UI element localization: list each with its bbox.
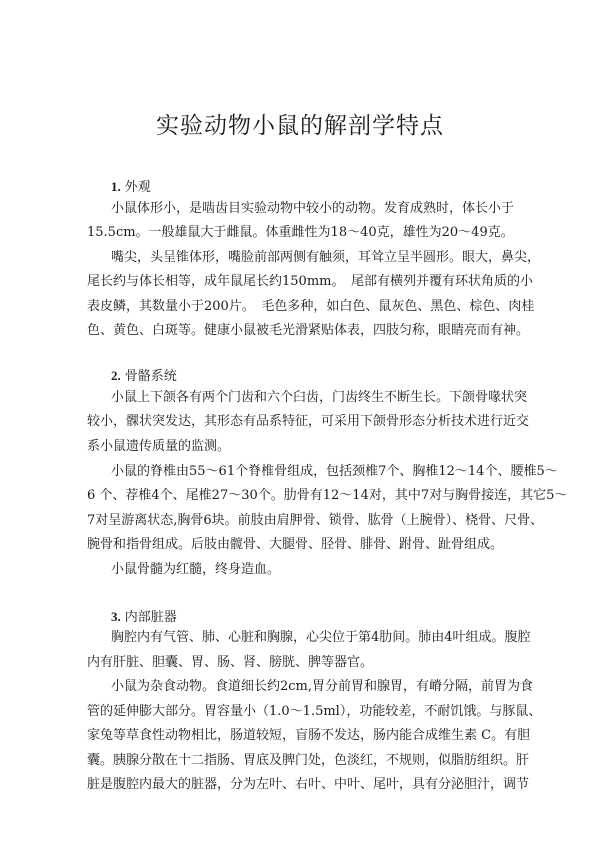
section-title: 骨骼系统 bbox=[124, 369, 177, 384]
paragraph-line: 小鼠为杂食动物。食道细长约2cm,胃分前胃和腺胃，有嵴分隔，前胃为食 bbox=[111, 679, 534, 694]
paragraph-line: 腕骨和指骨组成。后肢由髋骨、大腿骨、胫骨、腓骨、跗骨、趾骨组成。 bbox=[87, 537, 504, 552]
paragraph-line: 6 个、荐椎4个、尾椎27～30个。肋骨有12～14对，其中7对与胸骨接连，其它5～ bbox=[87, 488, 568, 503]
paragraph-line: 色、黄色、白斑等。健康小鼠被毛光滑紧贴体表，四肢匀称，眼睛亮而有神。 bbox=[87, 323, 530, 338]
paragraph-line: 内有肝脏、胆囊、胃、肠、肾、膀胱、脾等器官。 bbox=[87, 655, 374, 670]
document-title: 实验动物小鼠的解剖学特点 bbox=[156, 113, 444, 140]
section-number: 2. bbox=[111, 368, 121, 383]
section-title: 内部脏器 bbox=[124, 610, 177, 625]
paragraph-line: 小鼠的脊椎由55～61个脊椎骨组成，包括颈椎7个、胸椎12～14个、腰椎5～ bbox=[111, 464, 558, 479]
section-title: 外观 bbox=[124, 180, 151, 195]
paragraph-line: 胸腔内有气管、肺、心脏和胸腺，心尖位于第4肋间。肺由4叶组成。腹腔 bbox=[111, 630, 531, 645]
paragraph-line: 系小鼠遗传质量的监测。 bbox=[87, 439, 231, 454]
paragraph-line: 小鼠上下颌各有两个门齿和六个臼齿，门齿终生不断生长。下颌骨喙状突 bbox=[111, 390, 528, 405]
paragraph-line: 表皮鳞，其数量小于200片。 毛色多种，如白色、鼠灰色、黑色、棕色、肉桂 bbox=[87, 299, 535, 314]
paragraph-line: 较小，髁状突发达，其形态有品系特征，可采用下颌骨形态分析技术进行近交 bbox=[87, 414, 530, 429]
paragraph-line: 家兔等草食性动物相比，肠道较短，盲肠不发达，肠内能合成维生素 C。有胆 bbox=[87, 728, 531, 743]
paragraph-line: 7对呈游离状态,胸骨6块。前肢由肩胛骨、锁骨、肱骨（上腕骨）、桡骨、尺骨、 bbox=[87, 513, 544, 528]
paragraph-line: 管的延伸膨大部分。胃容量小（1.0～1.5ml），功能较差，不耐饥饿。与豚鼠、 bbox=[87, 704, 542, 719]
paragraph-line: 脏是腹腔内最大的脏器，分为左叶、右叶、中叶、尾叶，具有分泌胆汁，调节 bbox=[87, 777, 530, 792]
section-heading-internal-organs bbox=[111, 606, 177, 625]
paragraph-line: 嘴尖，头呈锥体形，嘴脸前部两侧有触须，耳耸立呈半圆形。眼大，鼻尖， bbox=[111, 250, 541, 265]
section-heading-skeletal-system bbox=[111, 365, 177, 384]
section-heading-appearance bbox=[111, 176, 151, 195]
paragraph-line: 小鼠骨髓为红髓，终身造血。 bbox=[111, 562, 281, 577]
paragraph-line: 尾长约与体长相等，成年鼠尾长约150mm。 尾部有横列并覆有环状角质的小 bbox=[87, 274, 533, 289]
section-number: 1. bbox=[111, 179, 121, 194]
paragraph-line: 15.5cm。一般雄鼠大于雌鼠。体重雌性为18～40克，雄性为20～49克。 bbox=[87, 225, 514, 240]
section-number: 3. bbox=[111, 609, 121, 624]
paragraph-line: 小鼠体形小，是啮齿目实验动物中较小的动物。发育成熟时，体长小于 bbox=[111, 201, 515, 216]
paragraph-line: 囊。胰腺分散在十二指肠、胃底及脾门处，色淡红，不规则，似脂肪组织。肝 bbox=[87, 753, 530, 768]
